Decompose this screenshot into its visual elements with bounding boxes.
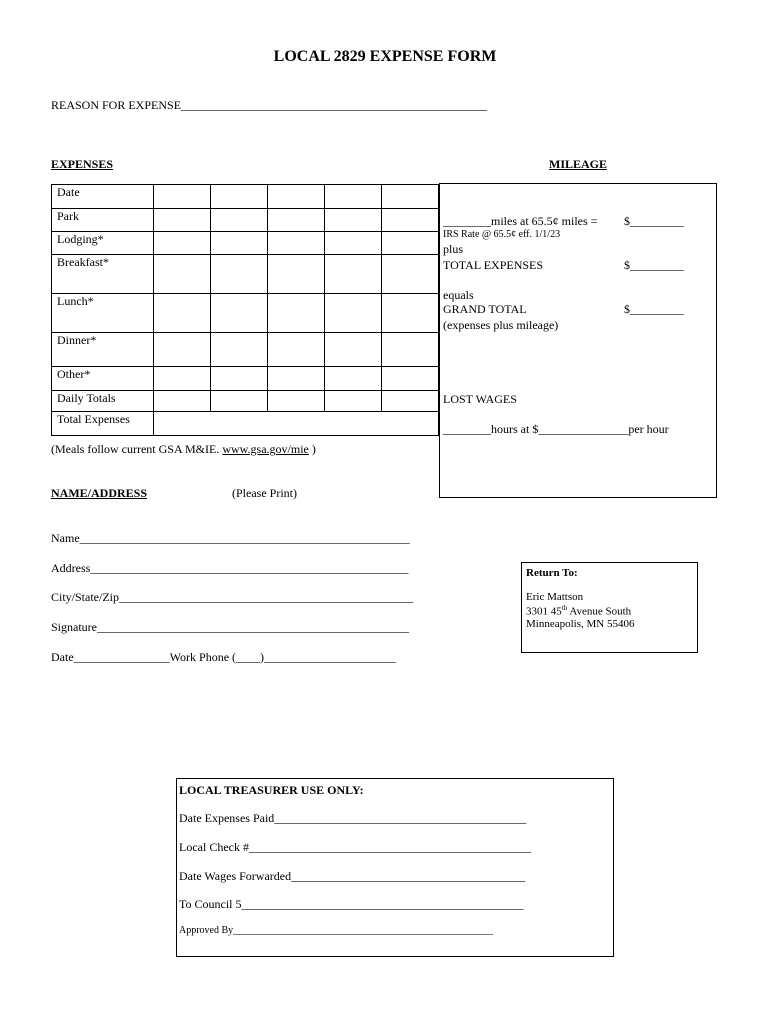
- meals-note-suffix: ): [308, 442, 316, 456]
- return-to-heading: Return To:: [526, 567, 578, 579]
- local-check-field[interactable]: Local Check #_______________________________________________: [179, 840, 531, 854]
- to-council-field[interactable]: To Council 5_______________________________________________: [179, 897, 524, 911]
- row-label-daily-totals: Daily Totals: [52, 391, 154, 412]
- name-address-heading: NAME/ADDRESS: [51, 486, 148, 500]
- expense-cell[interactable]: [325, 255, 382, 294]
- meals-note-prefix: (Meals follow current GSA M&IE.: [51, 442, 223, 456]
- date-field[interactable]: Date________________: [51, 650, 170, 664]
- expense-cell[interactable]: [268, 209, 325, 232]
- date-expenses-paid-field[interactable]: Date Expenses Paid__________________________________________: [179, 811, 527, 825]
- treasurer-box: [176, 778, 614, 957]
- total-expenses-label: TOTAL EXPENSES: [443, 258, 544, 272]
- expense-cell[interactable]: [268, 255, 325, 294]
- please-print: (Please Print): [232, 486, 297, 500]
- expense-cell[interactable]: [154, 333, 211, 367]
- date-phone-line: [51, 650, 396, 665]
- expense-cell[interactable]: [154, 185, 211, 209]
- name-field[interactable]: Name_______________________________________________________: [51, 531, 410, 545]
- expense-cell[interactable]: [268, 185, 325, 209]
- expense-cell[interactable]: [154, 232, 211, 255]
- expense-cell[interactable]: [268, 294, 325, 333]
- expense-cell[interactable]: [325, 391, 382, 412]
- expense-cell[interactable]: [211, 391, 268, 412]
- expense-cell[interactable]: [325, 412, 382, 436]
- irs-rate: IRS Rate @ 65.5¢ eff. 1/1/23: [443, 229, 561, 240]
- row-label-dinner: Dinner*: [52, 333, 154, 367]
- row-label-total-expenses: Total Expenses: [52, 412, 154, 436]
- expense-cell[interactable]: [382, 294, 439, 333]
- grand-total-note: (expenses plus mileage): [443, 318, 559, 332]
- return-to-street: [526, 604, 631, 618]
- expense-table: [51, 184, 439, 436]
- equals-label: equals: [443, 288, 474, 302]
- reason-blank[interactable]: ___________________________________________________: [181, 98, 488, 112]
- miles-line[interactable]: ________miles at 65.5¢ miles =: [443, 214, 598, 228]
- expense-cell[interactable]: [211, 333, 268, 367]
- plus-label: plus: [443, 242, 464, 256]
- expense-cell[interactable]: [325, 232, 382, 255]
- expense-cell[interactable]: [325, 185, 382, 209]
- expense-cell[interactable]: [325, 367, 382, 391]
- treasurer-heading: LOCAL TREASURER USE ONLY:: [179, 783, 364, 797]
- expense-cell[interactable]: [382, 412, 439, 436]
- expense-cell[interactable]: [268, 232, 325, 255]
- expense-cell[interactable]: [211, 255, 268, 294]
- form-title: LOCAL 2829 EXPENSE FORM: [273, 48, 497, 65]
- expense-cell[interactable]: [268, 367, 325, 391]
- expense-cell[interactable]: [154, 391, 211, 412]
- row-label-lunch: Lunch*: [52, 294, 154, 333]
- street-number: 3301 45: [526, 605, 562, 618]
- grand-total-blank[interactable]: $_________: [624, 302, 684, 316]
- expense-cell[interactable]: [325, 209, 382, 232]
- row-label-other: Other*: [52, 367, 154, 391]
- reason-label: REASON FOR EXPENSE: [51, 98, 182, 112]
- expense-cell[interactable]: [382, 185, 439, 209]
- hours-line[interactable]: ________hours at $_______________per hour: [443, 422, 669, 436]
- signature-field[interactable]: Signature____________________________________________________: [51, 620, 409, 634]
- expense-cell[interactable]: [211, 294, 268, 333]
- lost-wages-label: LOST WAGES: [443, 392, 517, 406]
- return-to-box: [521, 562, 698, 653]
- expense-cell[interactable]: [211, 232, 268, 255]
- meals-note: [51, 442, 316, 457]
- expense-cell[interactable]: [325, 333, 382, 367]
- mileage-heading: MILEAGE: [549, 157, 608, 171]
- row-label-park: Park: [52, 209, 154, 232]
- date-wages-forwarded-field[interactable]: Date Wages Forwarded_______________________________________: [179, 869, 526, 883]
- expense-cell[interactable]: [268, 333, 325, 367]
- work-phone-field[interactable]: Work Phone (____)______________________: [169, 650, 397, 664]
- expense-cell[interactable]: [211, 412, 268, 436]
- total-expenses-blank[interactable]: $_________: [624, 258, 684, 272]
- expense-cell[interactable]: [211, 209, 268, 232]
- return-to-city: Minneapolis, MN 55406: [526, 618, 635, 630]
- expense-cell[interactable]: [382, 333, 439, 367]
- expense-cell[interactable]: [211, 185, 268, 209]
- expense-cell[interactable]: [382, 255, 439, 294]
- row-label-date: Date: [52, 185, 154, 209]
- return-to-name: Eric Mattson: [526, 591, 584, 603]
- city-state-zip-field[interactable]: City/State/Zip_________________________________________________: [51, 590, 413, 604]
- approved-by-field[interactable]: Approved By____________________________________________________: [179, 925, 494, 936]
- expense-cell[interactable]: [382, 391, 439, 412]
- expense-cell[interactable]: [268, 391, 325, 412]
- row-label-lodging: Lodging*: [52, 232, 154, 255]
- expense-cell[interactable]: [382, 209, 439, 232]
- expense-cell[interactable]: [382, 367, 439, 391]
- street-name: Avenue South: [567, 605, 632, 618]
- reason-for-expense: [51, 98, 487, 113]
- expense-cell[interactable]: [268, 412, 325, 436]
- mileage-box: [439, 183, 717, 498]
- mileage-dollar-blank[interactable]: $_________: [624, 214, 684, 228]
- expenses-heading: EXPENSES: [51, 157, 114, 171]
- expense-cell[interactable]: [211, 367, 268, 391]
- expense-cell[interactable]: [325, 294, 382, 333]
- expense-cell[interactable]: [154, 255, 211, 294]
- expense-cell[interactable]: [154, 367, 211, 391]
- expense-cell[interactable]: [154, 412, 211, 436]
- street-suffix: th: [561, 604, 568, 612]
- gsa-link[interactable]: www.gsa.gov/mie: [222, 442, 309, 456]
- grand-total-label: GRAND TOTAL: [443, 302, 527, 316]
- row-label-breakfast: Breakfast*: [52, 255, 154, 294]
- address-field[interactable]: Address_____________________________________________________: [51, 561, 409, 575]
- expense-cell[interactable]: [382, 232, 439, 255]
- expense-cell[interactable]: [154, 294, 211, 333]
- expense-cell[interactable]: [154, 209, 211, 232]
